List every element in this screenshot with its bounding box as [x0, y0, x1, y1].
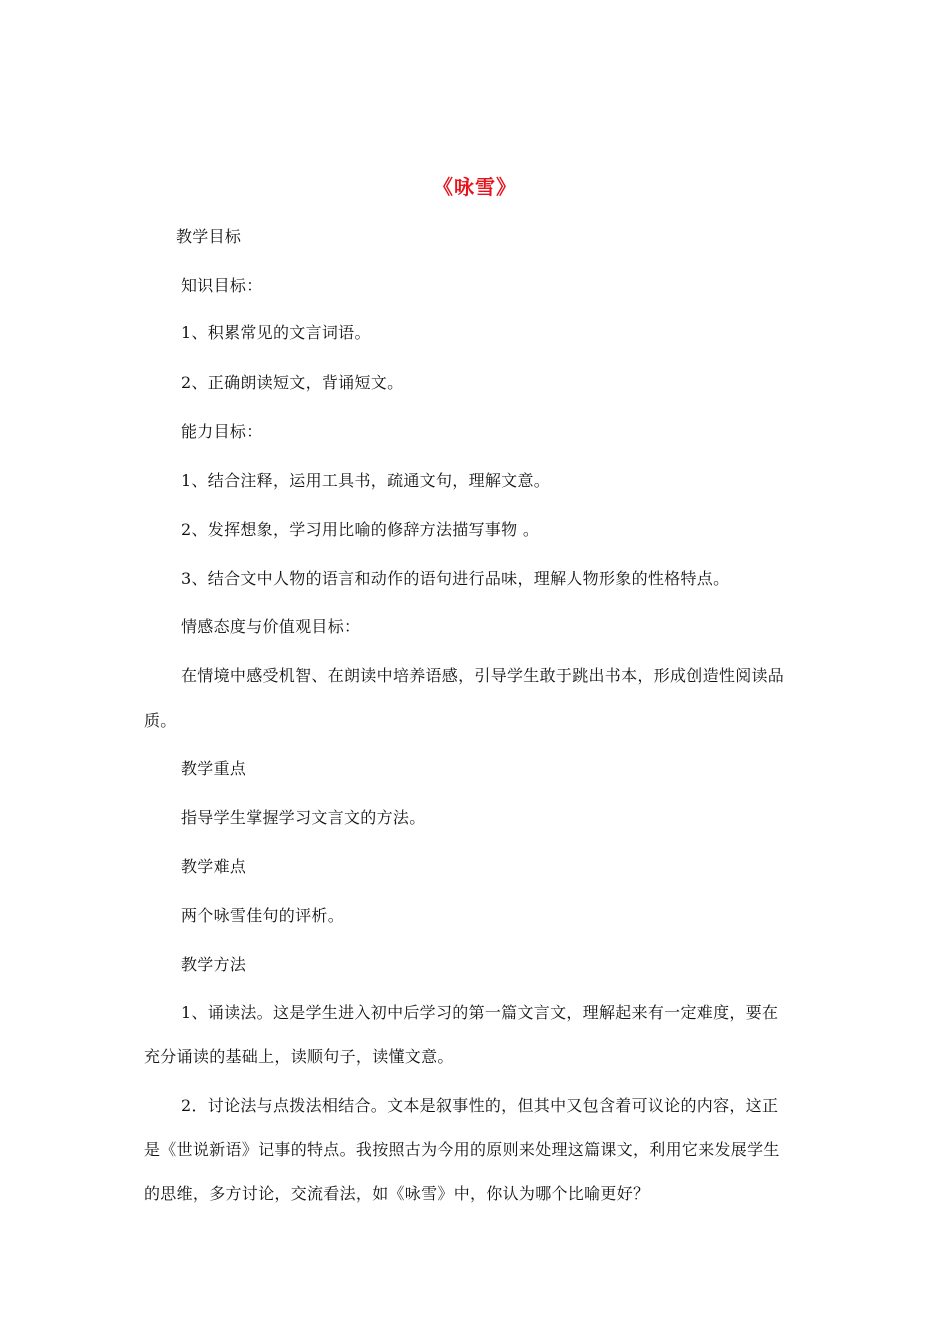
objectives-heading: 教学目标 [176, 227, 242, 246]
knowledge-heading: 知识目标： [181, 276, 263, 295]
method-2-line-3: 的思维，多方讨论，交流看法，如《咏雪》中，你认为哪个比喻更好？ [144, 1184, 650, 1203]
document-title: 《咏雪》 [433, 175, 517, 199]
difficult-point-heading: 教学难点 [181, 857, 247, 876]
method-1-line-2: 充分诵读的基础上，读顺句子，读懂文意。 [144, 1047, 454, 1066]
emotion-text-line-1: 在情境中感受机智、在朗读中培养语感，引导学生敢于跳出书本，形成创造性阅读品 [181, 666, 785, 685]
knowledge-item-2: 2、正确朗读短文，背诵短文。 [181, 373, 404, 392]
knowledge-item-1: 1、积累常见的文言词语。 [181, 323, 371, 342]
ability-heading: 能力目标： [181, 422, 263, 441]
method-1-line-1: 1、诵读法。这是学生进入初中后学习的第一篇文言文，理解起来有一定难度，要在 [181, 1003, 779, 1022]
key-point-text: 指导学生掌握学习文言文的方法。 [181, 808, 426, 827]
ability-item-3: 3、结合文中人物的语言和动作的语句进行品味，理解人物形象的性格特点。 [181, 569, 730, 588]
difficult-point-text: 两个咏雪佳句的评析。 [181, 906, 345, 925]
method-2-line-2: 是《世说新语》记事的特点。我按照古为今用的原则来处理这篇课文，利用它来发展学生 [144, 1140, 780, 1159]
emotion-heading: 情感态度与价值观目标： [181, 617, 361, 636]
methods-heading: 教学方法 [181, 955, 247, 974]
ability-item-2: 2、发挥想象，学习用比喻的修辞方法描写事物 。 [181, 520, 540, 539]
ability-item-1: 1、结合注释，运用工具书，疏通文句，理解文意。 [181, 471, 551, 490]
key-point-heading: 教学重点 [181, 759, 247, 778]
method-2-line-1: 2．讨论法与点拨法相结合。文本是叙事性的，但其中又包含着可议论的内容，这正 [181, 1096, 779, 1115]
emotion-text-line-2: 质。 [144, 711, 177, 730]
